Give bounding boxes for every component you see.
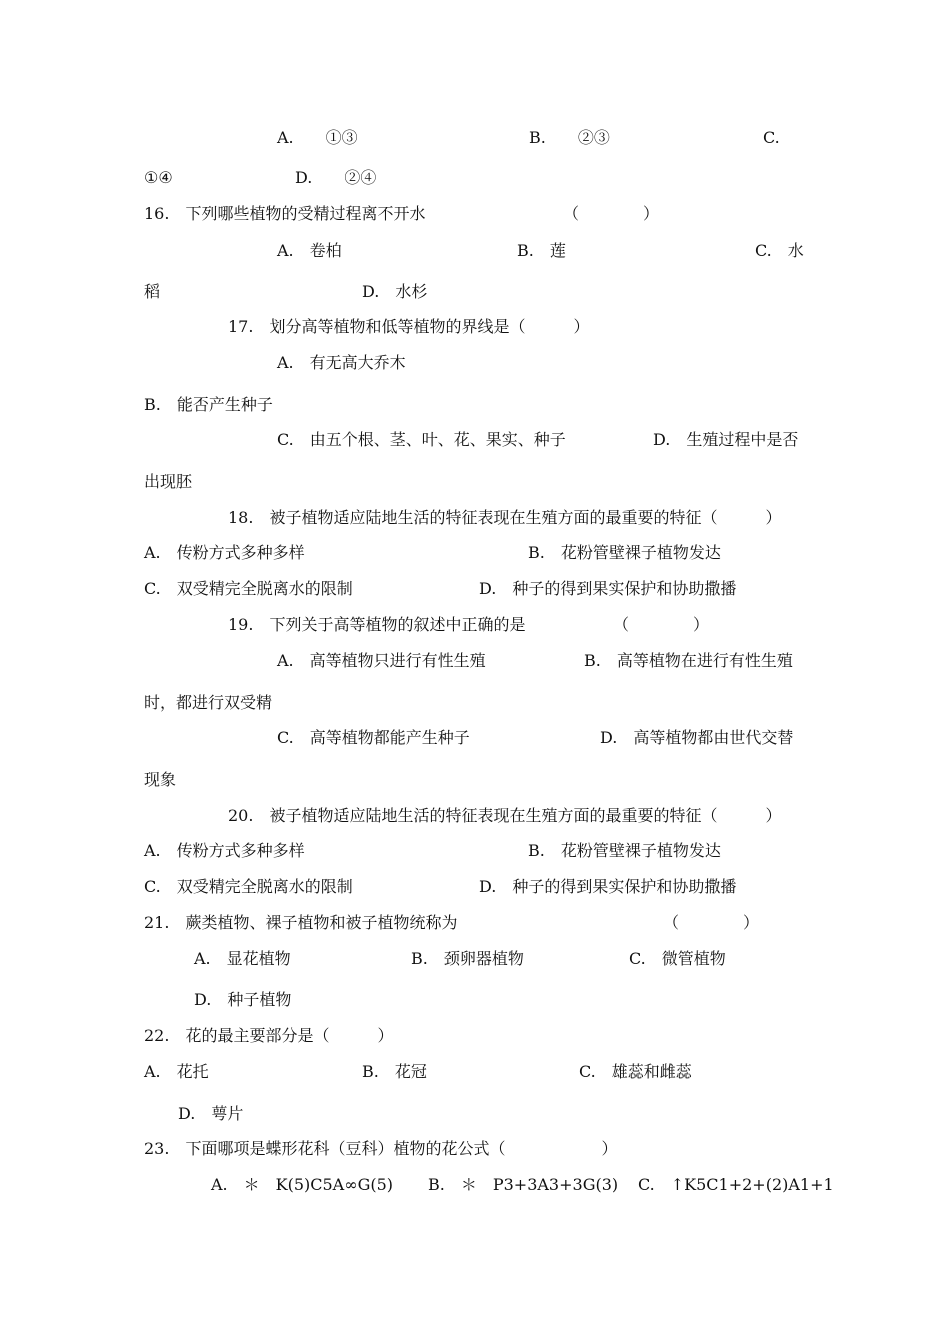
- q16-stem: 16. 下列哪些植物的受精过程离不开水: [144, 204, 426, 223]
- q21-option-c: C. 微管植物: [629, 949, 726, 968]
- q19-option-c: C. 高等植物都能产生种子: [277, 728, 470, 747]
- q19-option-d: D. 高等植物都由世代交替: [600, 728, 794, 747]
- q16-option-b: B. 莲: [517, 241, 566, 260]
- q21-option-b: B. 颈卵器植物: [411, 949, 524, 968]
- q18-option-a: A. 传粉方式多种多样: [144, 543, 305, 562]
- q18-option-b: B. 花粉管壁裸子植物发达: [528, 543, 721, 562]
- q17-option-a: A. 有无高大乔木: [277, 353, 406, 372]
- q19-answer-blank: （ ）: [613, 615, 710, 634]
- q17-option-c: C. 由五个根、茎、叶、花、果实、种子: [277, 430, 566, 449]
- q16-answer-blank: （ ）: [563, 204, 660, 223]
- q17-option-d-cont: 出现胚: [144, 472, 193, 491]
- q18-option-c: C. 双受精完全脱离水的限制: [144, 579, 353, 598]
- q17-option-b: B. 能否产生种子: [144, 395, 273, 414]
- q21-option-d: D. 种子植物: [194, 990, 292, 1009]
- q20-option-c: C. 双受精完全脱离水的限制: [144, 877, 353, 896]
- q15-option-a: A. ①③: [277, 128, 358, 147]
- q17-option-d: D. 生殖过程中是否: [653, 430, 799, 449]
- q19-option-a: A. 高等植物只进行有性生殖: [277, 651, 486, 670]
- q17-stem: 17. 划分高等植物和低等植物的界线是（ ）: [228, 317, 590, 336]
- q19-option-b: B. 高等植物在进行有性生殖: [584, 651, 793, 670]
- q21-option-a: A. 显花植物: [194, 949, 291, 968]
- q16-option-d: D. 水杉: [362, 282, 428, 301]
- q16-option-c-cont: 稻: [144, 282, 161, 301]
- q20-option-b: B. 花粉管壁裸子植物发达: [528, 841, 721, 860]
- q22-option-d: D. 萼片: [178, 1104, 244, 1123]
- q22-option-a: A. 花托: [144, 1062, 209, 1081]
- q21-stem: 21. 蕨类植物、裸子植物和被子植物统称为: [144, 913, 458, 932]
- q22-option-c: C. 雄蕊和雌蕊: [579, 1062, 692, 1081]
- q23-stem: 23. 下面哪项是蝶形花科（豆科）植物的花公式（ ）: [144, 1139, 618, 1158]
- q19-stem: 19. 下列关于高等植物的叙述中正确的是: [228, 615, 526, 634]
- q21-answer-blank: （ ）: [663, 913, 760, 932]
- q19-option-d-cont: 现象: [144, 770, 177, 789]
- q20-option-d: D. 种子的得到果实保护和协助撒播: [479, 877, 737, 896]
- q18-option-d: D. 种子的得到果实保护和协助撒播: [479, 579, 737, 598]
- q22-stem: 22. 花的最主要部分是（ ）: [144, 1026, 394, 1045]
- q16-option-a: A. 卷柏: [277, 241, 342, 260]
- q15-option-b: B. ②③: [529, 128, 610, 147]
- q23-option-c: C. ↑K5C1+2+(2)A1+1: [638, 1175, 834, 1194]
- q15-option-d: D. ②④: [295, 168, 377, 187]
- q23-option-b: B. ＊ P3+3A3+3G(3): [428, 1175, 619, 1194]
- q23-option-a: A. ＊ K(5)C5A∞G(5): [211, 1175, 394, 1194]
- q16-option-c: C. 水: [755, 241, 804, 260]
- q22-option-b: B. 花冠: [362, 1062, 427, 1081]
- q15-option-c-cont: ①④: [144, 168, 173, 187]
- q19-option-b-cont: 时，都进行双受精: [144, 693, 273, 712]
- q20-option-a: A. 传粉方式多种多样: [144, 841, 305, 860]
- q15-option-c: C.: [763, 128, 780, 147]
- q18-stem: 18. 被子植物适应陆地生活的特征表现在生殖方面的最重要的特征（ ）: [228, 508, 782, 527]
- q20-stem: 20. 被子植物适应陆地生活的特征表现在生殖方面的最重要的特征（ ）: [228, 806, 782, 825]
